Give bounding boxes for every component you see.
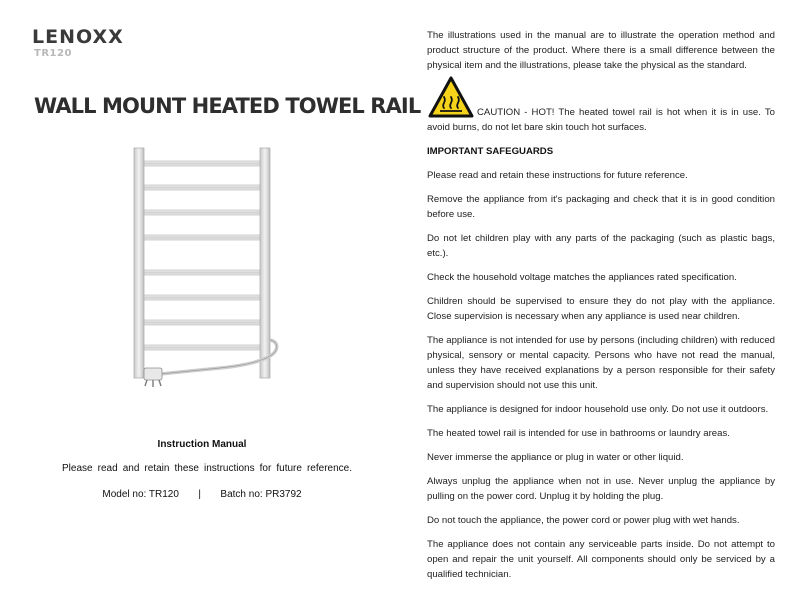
safeguard-item: Do not let children play with any parts of the packaging (such as plastic bags, etc.).: [427, 233, 775, 259]
hot-surface-warning-icon: [427, 75, 475, 119]
product-title: WALL MOUNT HEATED TOWEL RAIL: [34, 94, 421, 118]
safeguard-item: Never immerse the appliance or plug in water or other liquid.: [427, 452, 684, 463]
safeguard-item: Children should be supervised to ensure they do not play with the appliance. Close supervision is necessary when any appliance is used near children.: [427, 296, 775, 322]
right-upright: [260, 148, 270, 378]
safeguard-item: The heated towel rail is intended for use in bathrooms or laundry areas.: [427, 428, 730, 439]
safeguard-item: The appliance is designed for indoor household use only. Do not use it outdoors.: [427, 404, 769, 415]
safeguard-item: Check the household voltage matches the appliances rated specification.: [427, 272, 737, 283]
safeguard-item: Remove the appliance from it's packaging and check that it is in good condition before use.: [427, 194, 775, 220]
power-plug: [144, 368, 162, 387]
rail-bars: [142, 161, 262, 350]
safeguards-heading: IMPORTANT SAFEGUARDS: [427, 146, 554, 157]
safeguards-page: [427, 28, 775, 591]
left-upright: [134, 148, 144, 378]
safeguard-item: The appliance is not intended for use by persons (including children) with reduced physical, sensory or mental capacity. Persons who have not read the manual, unless they have received explanations by a person responsible for their safety and supervision should not use this unit.: [427, 335, 775, 391]
cover-page: [0, 0, 421, 551]
manual-title: Instruction Manual: [157, 439, 247, 450]
model-batch-line: Model no: TR120 | Batch no: PR3792: [102, 489, 302, 500]
safeguard-item: Please read and retain these instructions for future reference.: [427, 170, 688, 181]
manual-note: Please read and retain these instructions for future reference.: [62, 463, 352, 474]
caution-text: CAUTION - HOT! The heated towel rail is hot when it is in use. To avoid burns, do not let bare skin touch hot surfaces.: [427, 107, 775, 133]
safeguard-item: Do not touch the appliance, the power cord or power plug with wet hands.: [427, 515, 740, 526]
intro-paragraph: The illustrations used in the manual are to illustrate the operation method and product structure of the product. Where there is a small difference between the physical item and the illustrations, please take the physical as the standard.: [427, 30, 775, 71]
towel-rail-image: [120, 140, 290, 400]
model-code: TR120: [34, 48, 72, 59]
safeguard-item: Always unplug the appliance when not in use. Never unplug the appliance by pulling on the power cord. Unplug it by holding the plug.: [427, 476, 775, 502]
safeguard-item: The appliance does not contain any serviceable parts inside. Do not attempt to open and repair the unit yourself. All components should only be serviced by a qualified technician.: [427, 539, 775, 580]
caution-block: [427, 105, 775, 135]
brand-logo: LENOXX: [32, 26, 124, 48]
